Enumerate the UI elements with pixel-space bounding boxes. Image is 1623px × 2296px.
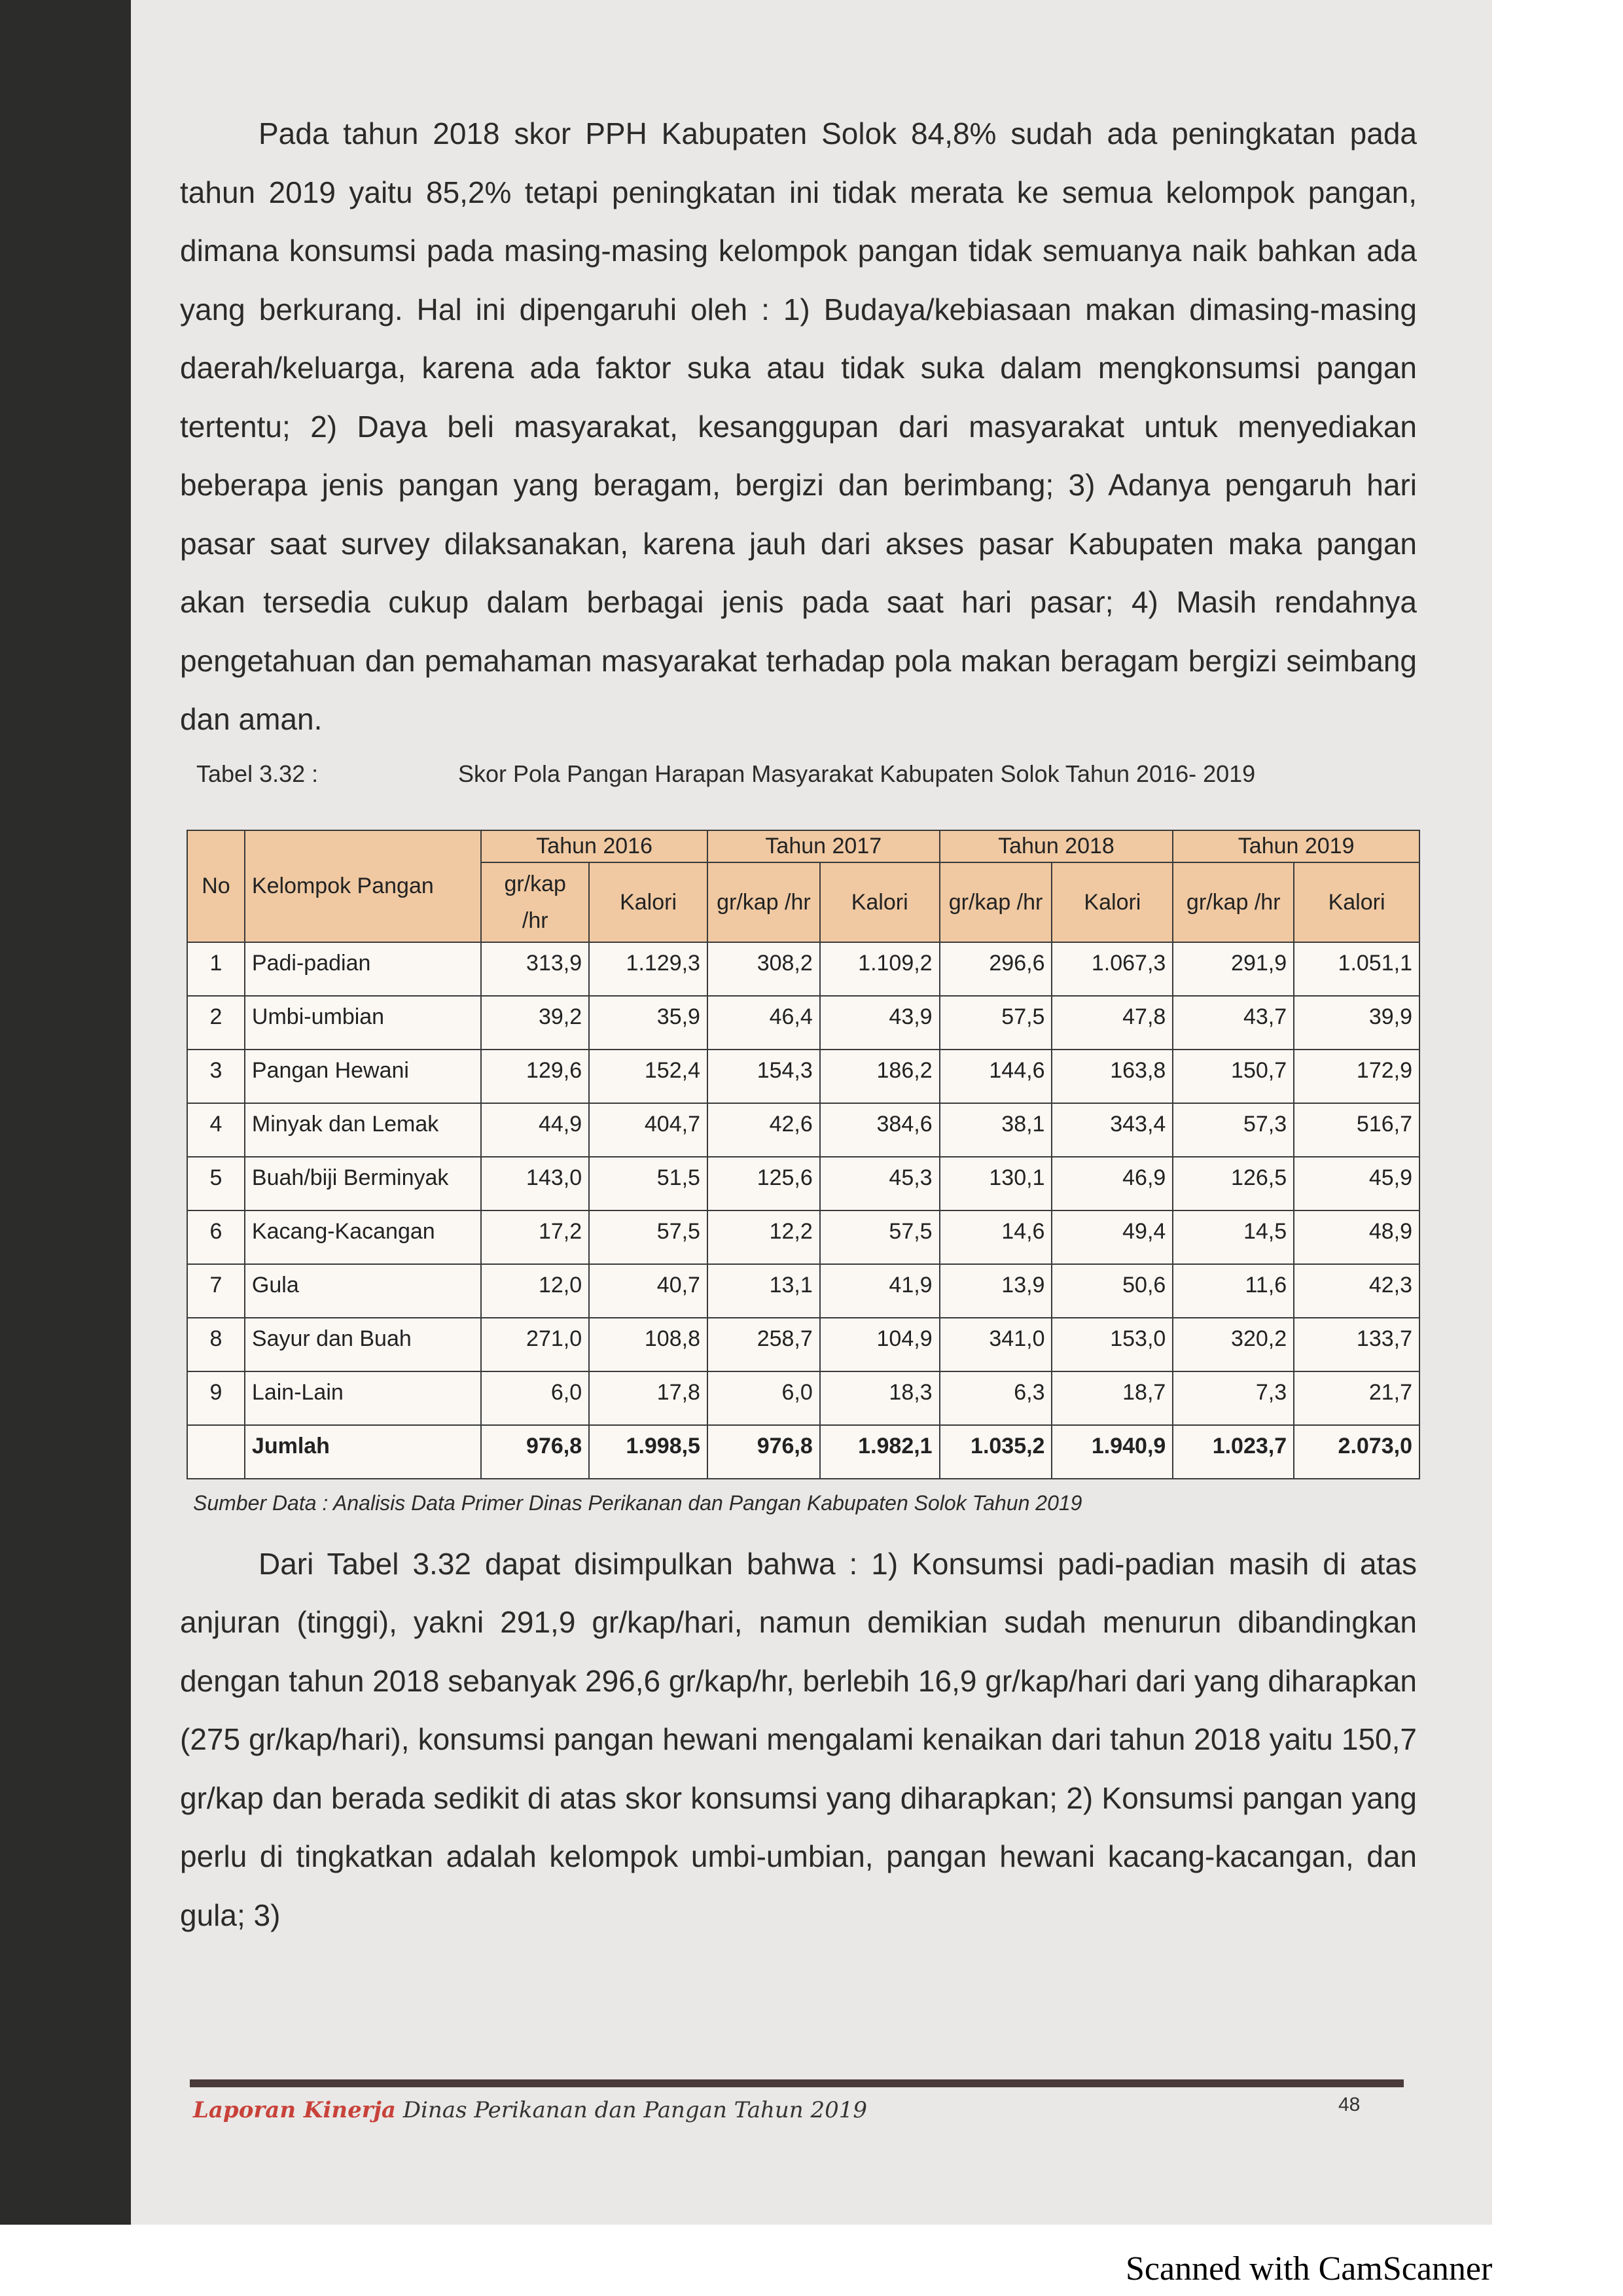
total-empty-cell	[187, 1425, 245, 1479]
row-value: 57,5	[940, 996, 1052, 1050]
footer-title-rest: Dinas Perikanan dan Pangan Tahun 2019	[395, 2097, 867, 2123]
row-value: 45,3	[820, 1157, 940, 1210]
table-total-row	[187, 1425, 1419, 1479]
table-body	[187, 942, 1419, 1479]
page-number: 48	[1338, 2094, 1361, 2115]
row-value: 343,4	[1052, 1103, 1173, 1157]
row-value: 7,3	[1173, 1371, 1294, 1425]
row-number: 2	[187, 996, 245, 1050]
pph-table	[187, 830, 1420, 1479]
row-value: 57,5	[589, 1210, 707, 1264]
row-value: 143,0	[481, 1157, 589, 1210]
row-value: 40,7	[589, 1264, 707, 1318]
table-source: Sumber Data : Analisis Data Primer Dinas Perikanan dan Pangan Kabupaten Solok Tahun 2019	[193, 1491, 1082, 1515]
row-value: 17,2	[481, 1210, 589, 1264]
row-value: 384,6	[820, 1103, 940, 1157]
row-value: 48,9	[1294, 1210, 1419, 1264]
header-unit-kalori: Kalori	[1294, 862, 1419, 942]
table-row	[187, 1210, 1419, 1264]
row-value: 13,9	[940, 1264, 1052, 1318]
row-value: 11,6	[1173, 1264, 1294, 1318]
row-value: 313,9	[481, 942, 589, 996]
row-number: 1	[187, 942, 245, 996]
row-value: 50,6	[1052, 1264, 1173, 1318]
row-number: 5	[187, 1157, 245, 1210]
row-value: 516,7	[1294, 1103, 1419, 1157]
header-no: No	[187, 830, 245, 942]
row-value: 130,1	[940, 1157, 1052, 1210]
header-year: Tahun 2018	[940, 830, 1173, 862]
row-value: 45,9	[1294, 1157, 1419, 1210]
row-value: 13,1	[707, 1264, 820, 1318]
row-value: 39,9	[1294, 996, 1419, 1050]
header-unit-gram: gr/kap /hr	[940, 862, 1052, 942]
row-value: 126,5	[1173, 1157, 1294, 1210]
row-group-name: Umbi-umbian	[245, 996, 481, 1050]
row-value: 47,8	[1052, 996, 1173, 1050]
table-caption-label: Tabel 3.32 :	[196, 760, 319, 787]
row-value: 43,9	[820, 996, 940, 1050]
row-value: 49,4	[1052, 1210, 1173, 1264]
row-value: 1.067,3	[1052, 942, 1173, 996]
row-value: 186,2	[820, 1050, 940, 1103]
row-group-name: Pangan Hewani	[245, 1050, 481, 1103]
total-label: Jumlah	[245, 1425, 481, 1479]
row-value: 320,2	[1173, 1318, 1294, 1371]
row-value: 51,5	[589, 1157, 707, 1210]
row-value: 308,2	[707, 942, 820, 996]
header-group: Kelompok Pangan	[245, 830, 481, 942]
row-value: 38,1	[940, 1103, 1052, 1157]
row-value: 6,0	[707, 1371, 820, 1425]
total-value: 1.940,9	[1052, 1425, 1173, 1479]
table-row	[187, 1318, 1419, 1371]
header-unit-gram: gr/kap /hr	[481, 862, 589, 942]
row-value: 150,7	[1173, 1050, 1294, 1103]
row-value: 18,7	[1052, 1371, 1173, 1425]
row-value: 12,2	[707, 1210, 820, 1264]
row-value: 6,3	[940, 1371, 1052, 1425]
row-value: 21,7	[1294, 1371, 1419, 1425]
row-value: 153,0	[1052, 1318, 1173, 1371]
row-value: 18,3	[820, 1371, 940, 1425]
row-value: 44,9	[481, 1103, 589, 1157]
total-value: 1.023,7	[1173, 1425, 1294, 1479]
table-row	[187, 942, 1419, 996]
row-number: 3	[187, 1050, 245, 1103]
row-value: 125,6	[707, 1157, 820, 1210]
row-value: 43,7	[1173, 996, 1294, 1050]
row-value: 404,7	[589, 1103, 707, 1157]
row-group-name: Sayur dan Buah	[245, 1318, 481, 1371]
row-value: 14,6	[940, 1210, 1052, 1264]
row-number: 7	[187, 1264, 245, 1318]
row-value: 39,2	[481, 996, 589, 1050]
row-value: 42,6	[707, 1103, 820, 1157]
header-unit-gram: gr/kap /hr	[1173, 862, 1294, 942]
page-content	[180, 105, 1417, 1945]
table-row	[187, 1157, 1419, 1210]
header-unit-gram: gr/kap /hr	[707, 862, 820, 942]
table-row	[187, 1264, 1419, 1318]
row-value: 57,5	[820, 1210, 940, 1264]
row-value: 42,3	[1294, 1264, 1419, 1318]
row-value: 296,6	[940, 942, 1052, 996]
total-value: 1.982,1	[820, 1425, 940, 1479]
row-value: 163,8	[1052, 1050, 1173, 1103]
row-value: 1.129,3	[589, 942, 707, 996]
scan-left-edge	[0, 0, 131, 2225]
header-unit-kalori: Kalori	[589, 862, 707, 942]
row-value: 104,9	[820, 1318, 940, 1371]
table-caption-title: Skor Pola Pangan Harapan Masyarakat Kabupaten Solok Tahun 2016- 2019	[458, 760, 1256, 787]
footer-rule	[190, 2079, 1404, 2087]
row-value: 6,0	[481, 1371, 589, 1425]
scanner-watermark: Scanned with CamScanner	[1126, 2250, 1493, 2287]
row-value: 46,4	[707, 996, 820, 1050]
row-value: 14,5	[1173, 1210, 1294, 1264]
row-value: 17,8	[589, 1371, 707, 1425]
total-value: 2.073,0	[1294, 1425, 1419, 1479]
row-value: 12,0	[481, 1264, 589, 1318]
row-value: 152,4	[589, 1050, 707, 1103]
row-value: 271,0	[481, 1318, 589, 1371]
row-group-name: Gula	[245, 1264, 481, 1318]
row-value: 341,0	[940, 1318, 1052, 1371]
row-value: 1.109,2	[820, 942, 940, 996]
header-unit-kalori: Kalori	[1052, 862, 1173, 942]
scan-right-margin	[1492, 0, 1623, 2225]
table-row	[187, 1371, 1419, 1425]
intro-paragraph: Pada tahun 2018 skor PPH Kabupaten Solok 84,8% sudah ada peningkatan pada tahun 2019 yaitu 85,2% tetapi peningkatan ini tidak merata ke semua kelompok pangan, dimana konsumsi pada masing-masing kelompok pangan tidak semuanya naik bahkan ada yang berkurang. Hal ini dipengaruhi oleh : 1) Budaya/kebiasaan makan dimasing-masing daerah/keluarga, karena ada faktor suka atau tidak suka dalam mengkonsumsi pangan tertentu; 2) Daya beli masyarakat, kesanggupan dari masyarakat untuk menyediakan beberapa jenis pangan yang beragam, bergizi dan berimbang; 3) Adanya pengaruh hari pasar saat survey dilaksanakan, karena jauh dari akses pasar Kabupaten maka pangan akan tersedia cukup dalam berbagai jenis pada saat hari pasar; 4) Masih rendahnya pengetahuan dan pemahaman masyarakat terhadap pola makan beragam bergizi seimbang dan aman.	[180, 116, 1417, 736]
row-group-name: Buah/biji Berminyak	[245, 1157, 481, 1210]
footer-title-accent: Laporan Kinerja	[193, 2097, 396, 2123]
row-number: 9	[187, 1371, 245, 1425]
row-value: 144,6	[940, 1050, 1052, 1103]
conclusion-paragraph: Dari Tabel 3.32 dapat disimpulkan bahwa : 1) Konsumsi padi-padian masih di atas anjuran (tinggi), yakni 291,9 gr/kap/hari, namun demikian sudah menurun dibandingkan dengan tahun 2018 sebanyak 296,6 gr/kap/hr, berlebih 16,9 gr/kap/hari dari yang diharapkan (275 gr/kap/hari), konsumsi pangan hewani mengalami kenaikan dari tahun 2018 yaitu 150,7 gr/kap dan berada sedikit di atas skor konsumsi yang diharapkan; 2) Konsumsi pangan yang perlu di tingkatkan adalah kelompok umbi-umbian, pangan hewani kacang-kacangan, dan gula; 3)	[180, 1546, 1417, 1932]
row-value: 291,9	[1173, 942, 1294, 996]
row-value: 129,6	[481, 1050, 589, 1103]
footer-title	[193, 2097, 867, 2123]
row-group-name: Kacang-Kacangan	[245, 1210, 481, 1264]
row-group-name: Minyak dan Lemak	[245, 1103, 481, 1157]
row-value: 41,9	[820, 1264, 940, 1318]
total-value: 1.035,2	[940, 1425, 1052, 1479]
row-number: 4	[187, 1103, 245, 1157]
row-value: 154,3	[707, 1050, 820, 1103]
header-year: Tahun 2019	[1173, 830, 1419, 862]
total-value: 976,8	[481, 1425, 589, 1479]
header-year: Tahun 2017	[707, 830, 940, 862]
row-value: 172,9	[1294, 1050, 1419, 1103]
table-caption	[180, 754, 1417, 794]
row-value: 258,7	[707, 1318, 820, 1371]
total-value: 976,8	[707, 1425, 820, 1479]
table-row	[187, 996, 1419, 1050]
row-value: 133,7	[1294, 1318, 1419, 1371]
row-group-name: Padi-padian	[245, 942, 481, 996]
row-value: 108,8	[589, 1318, 707, 1371]
header-year: Tahun 2016	[481, 830, 707, 862]
row-number: 8	[187, 1318, 245, 1371]
header-unit-kalori: Kalori	[820, 862, 940, 942]
row-number: 6	[187, 1210, 245, 1264]
table-row	[187, 1050, 1419, 1103]
row-value: 1.051,1	[1294, 942, 1419, 996]
table-row	[187, 1103, 1419, 1157]
row-value: 57,3	[1173, 1103, 1294, 1157]
total-value: 1.998,5	[589, 1425, 707, 1479]
row-value: 35,9	[589, 996, 707, 1050]
row-group-name: Lain-Lain	[245, 1371, 481, 1425]
row-value: 46,9	[1052, 1157, 1173, 1210]
